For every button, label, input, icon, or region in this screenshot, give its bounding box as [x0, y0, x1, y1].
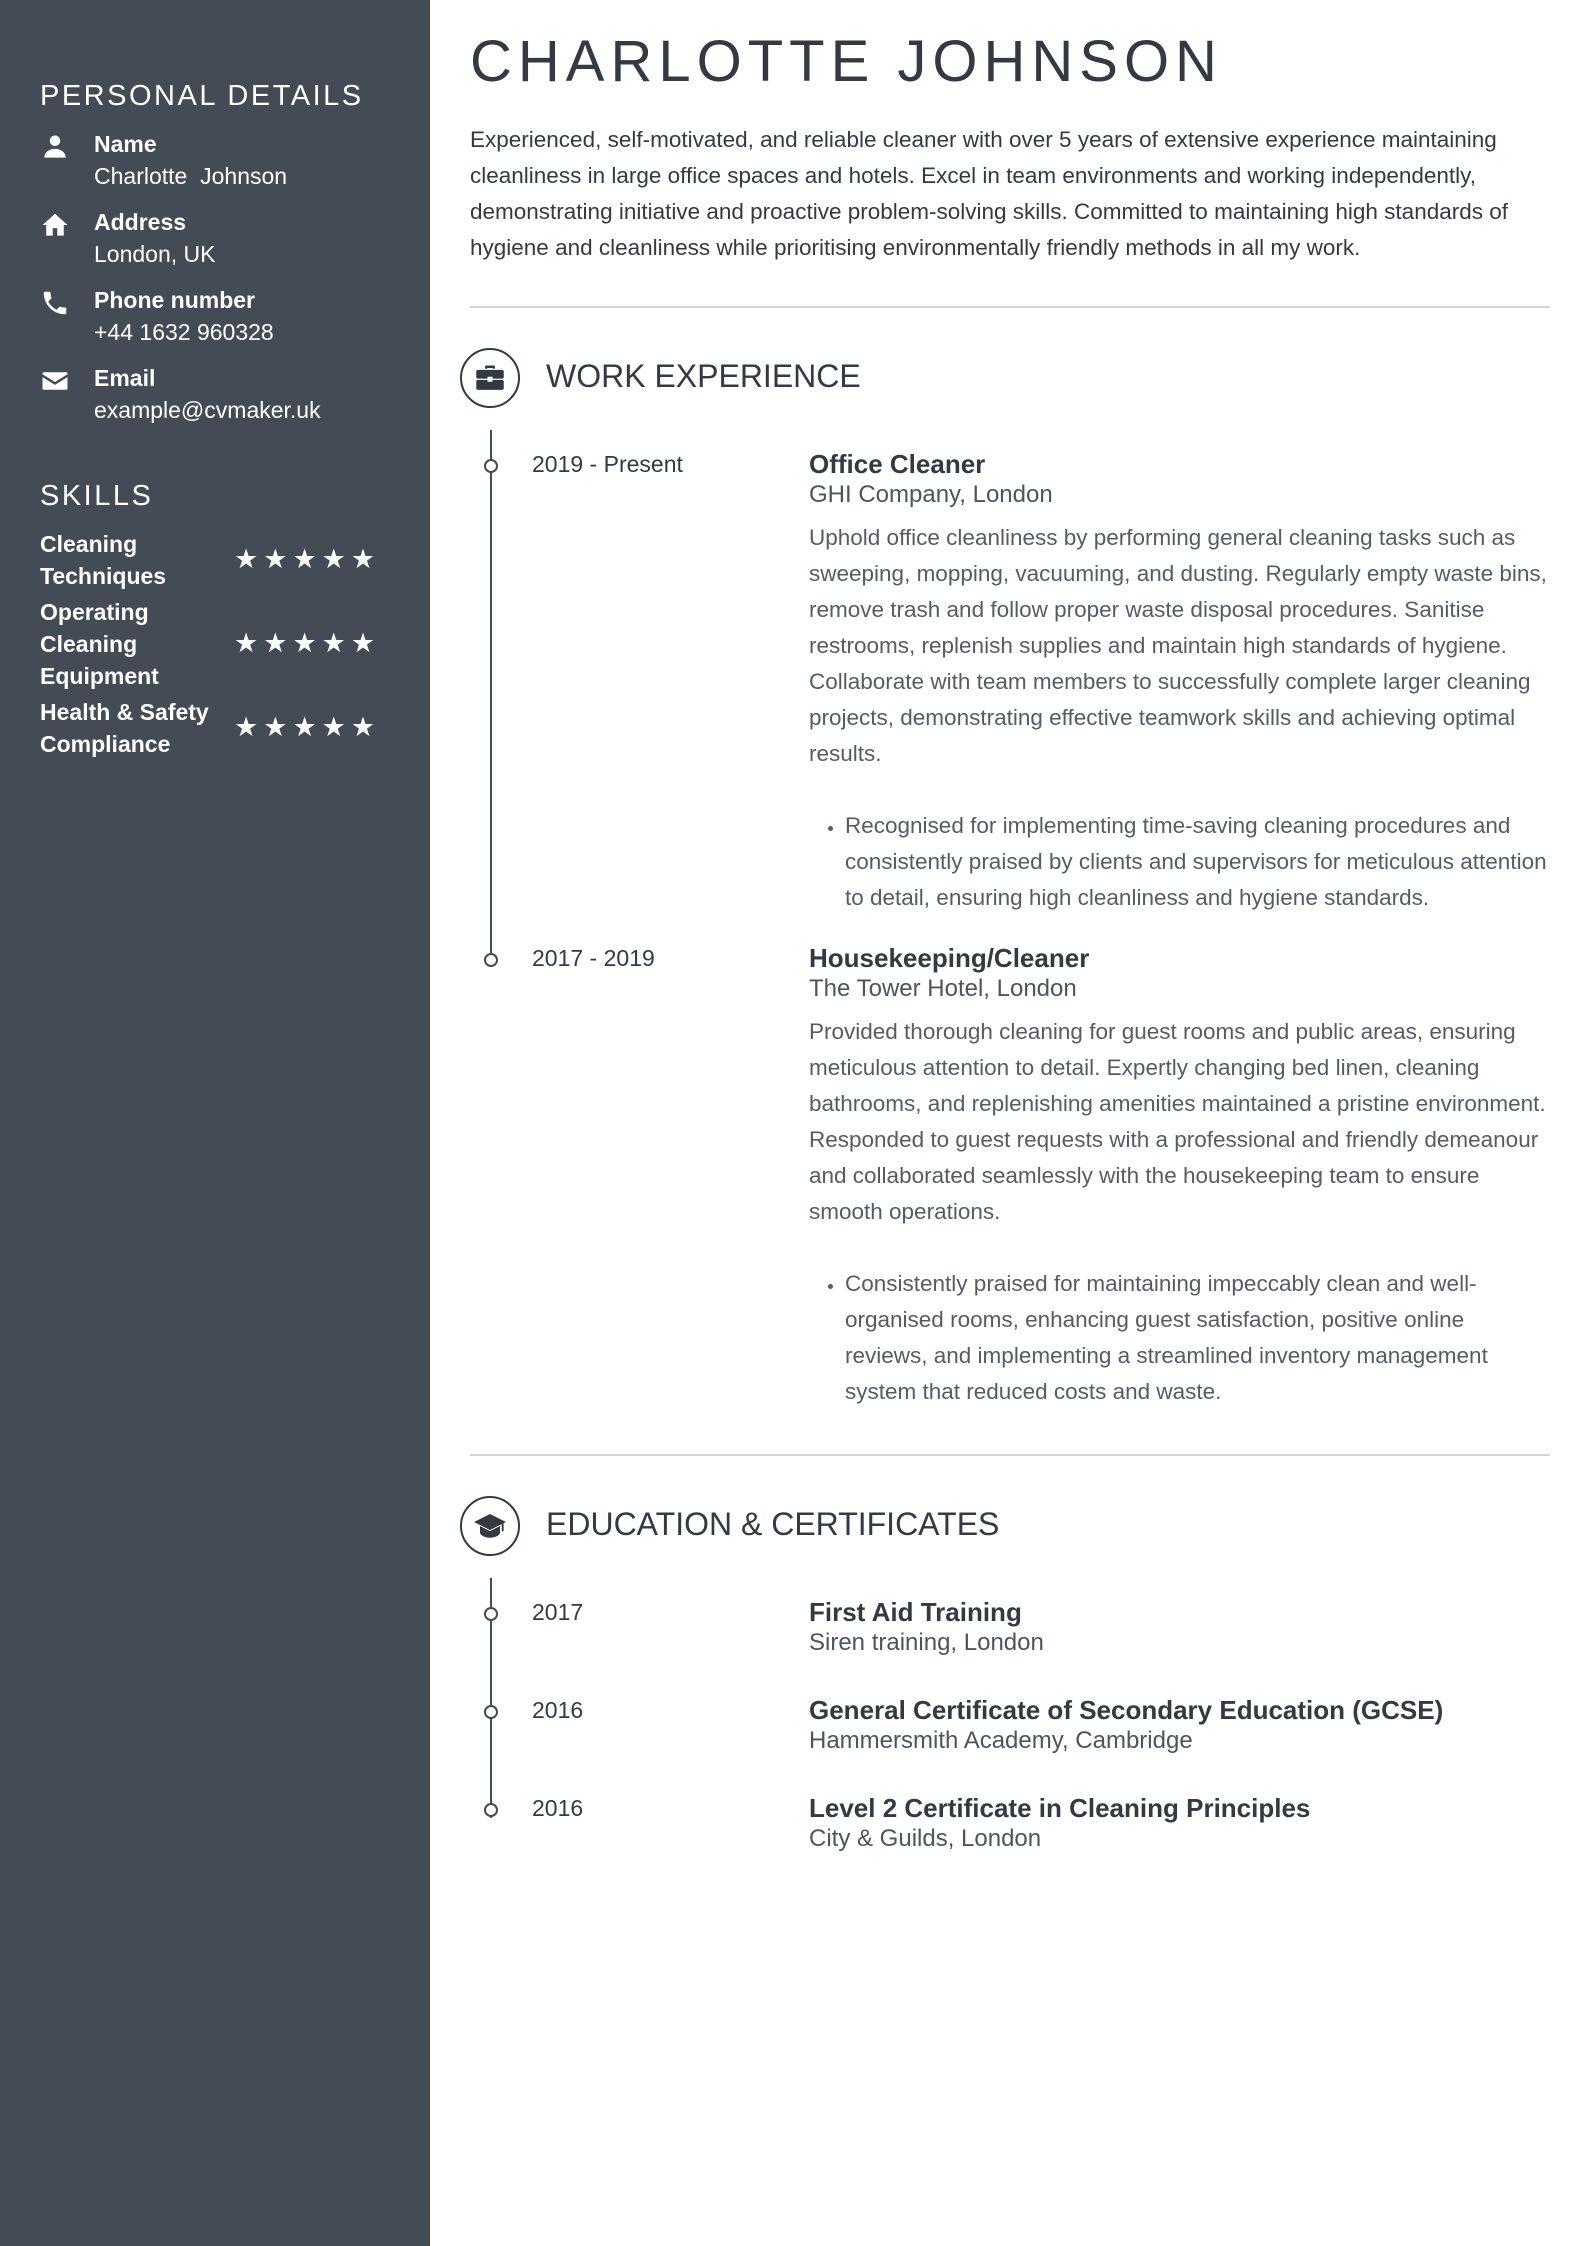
star-icon: ★: [263, 712, 288, 742]
profile-summary: Experienced, self-motivated, and reliable cleaner with over 5 years of extensive experience maintaining cleanliness in large office spaces and hotels. Excel in team environments and working independently, demonstrating initiative and proactive problem-solving skills. Committed to maintaining high standards of hygiene and cleanliness while prioritising environmentally friendly methods in all my work.: [470, 127, 1509, 260]
full-name: CHARLOTTE JOHNSON: [470, 29, 1223, 94]
skill-item: [40, 596, 400, 692]
education-heading: EDUCATION & CERTIFICATES: [546, 1506, 1000, 1542]
education-institution: City & Guilds, London: [809, 1825, 1042, 1852]
skill-name: Health & Safety Compliance: [40, 699, 209, 757]
skill-name: Cleaning Techniques: [40, 531, 167, 589]
detail-value: Charlotte Johnson: [94, 163, 288, 189]
achievement-item: • Consistently praised for maintaining impeccably clean and well-organised rooms, enhancing guest satisfaction, positive online reviews, and implementing a streamlined inventory management system that reduced costs and waste.: [845, 1266, 1551, 1410]
job-description: Provided thorough cleaning for guest rooms and public areas, ensuring meticulous attention to detail. Expertly changing bed linen, cleaning bathrooms, and replenishing amenities maintained a pristine environment. Responded to guest requests with a professional and friendly demeanour and collaborated seamlessly with the housekeeping team to ensure smooth operations.: [809, 1019, 1546, 1224]
education-institution: Hammersmith Academy, Cambridge: [809, 1727, 1193, 1754]
education-entry: [809, 1792, 1551, 1854]
divider: [470, 306, 1550, 308]
star-icon: ★: [234, 712, 259, 742]
star-icon: ★: [234, 544, 259, 574]
home-icon: [40, 210, 70, 240]
job-company: The Tower Hotel, London: [809, 975, 1077, 1002]
detail-label: Name: [94, 131, 157, 157]
job-title: Housekeeping/Cleaner: [809, 943, 1090, 973]
work-section-badge: [460, 348, 520, 408]
star-icon: ★: [234, 628, 259, 658]
education-entry: [809, 1596, 1551, 1658]
star-icon: ★: [292, 628, 317, 658]
detail-value: example@cvmaker.uk: [94, 397, 321, 423]
job-achievements: [809, 1266, 1551, 1410]
job-title: Office Cleaner: [809, 449, 986, 479]
star-icon: ★: [263, 628, 288, 658]
job-achievements: [809, 808, 1551, 916]
education-title: First Aid Training: [809, 1597, 1022, 1627]
star-icon: ★: [321, 544, 346, 574]
skills-heading: SKILLS: [40, 480, 154, 512]
skill-rating: [234, 712, 375, 742]
divider: [470, 1454, 1550, 1456]
education-date: 2016: [532, 1795, 584, 1821]
skill-name: Operating Cleaning Equipment: [40, 599, 159, 689]
timeline-dot: [484, 1705, 498, 1719]
detail-label: Email: [94, 365, 156, 391]
timeline-dot: [484, 953, 498, 967]
work-date: 2017 - 2019: [532, 945, 655, 971]
star-icon: ★: [263, 544, 288, 574]
star-icon: ★: [292, 544, 317, 574]
star-icon: ★: [350, 712, 376, 742]
job-description: Uphold office cleanliness by performing general cleaning tasks such as sweeping, mopping, vacuuming, and dusting. Regularly empty waste bins, remove trash and follow proper waste disposal procedures. Sanitise restrooms, replenish supplies and maintain high standards of hygiene. Collaborate with team members to successfully complete larger cleaning projects, demonstrating effective teamwork skills and achieving optimal results.: [809, 525, 1547, 766]
personal-details-heading: PERSONAL DETAILS: [40, 80, 364, 112]
timeline-dot: [484, 1803, 498, 1817]
star-icon: ★: [350, 628, 376, 658]
star-icon: ★: [321, 628, 346, 658]
work-timeline: [490, 430, 492, 960]
education-date: 2016: [532, 1697, 584, 1723]
sidebar: [0, 0, 430, 2246]
achievement-item: • Recognised for implementing time-saving cleaning procedures and consistently praised by clients and supervisors for meticulous attention to detail, ensuring high cleanliness and hygiene standards.: [845, 808, 1551, 916]
work-date: 2019 - Present: [532, 451, 683, 477]
work-experience-heading: WORK EXPERIENCE: [546, 358, 861, 394]
work-entry: [809, 942, 1551, 1410]
star-icon: ★: [350, 544, 376, 574]
detail-name: [40, 128, 410, 192]
education-section-badge: [460, 1496, 520, 1556]
graduation-cap-icon: [474, 1512, 506, 1540]
education-entry: [809, 1694, 1551, 1756]
detail-address: [40, 206, 410, 270]
detail-phone: [40, 284, 410, 348]
education-institution: Siren training, London: [809, 1629, 1044, 1656]
main-content: [430, 0, 1588, 2246]
timeline-dot: [484, 459, 498, 473]
skill-item: [40, 696, 400, 760]
education-title: Level 2 Certificate in Cleaning Principles: [809, 1793, 1311, 1823]
detail-email: [40, 362, 410, 426]
education-title: General Certificate of Secondary Education (GCSE): [809, 1695, 1444, 1725]
mail-icon: [40, 366, 70, 396]
skill-item: [40, 528, 400, 592]
work-entry: [809, 448, 1551, 916]
detail-value: London, UK: [94, 241, 216, 267]
skill-rating: [234, 628, 375, 658]
person-icon: [40, 132, 70, 162]
briefcase-icon: [475, 364, 505, 392]
detail-value: +44 1632 960328: [94, 319, 274, 345]
star-icon: ★: [292, 712, 317, 742]
timeline-dot: [484, 1607, 498, 1621]
skill-rating: [234, 544, 375, 574]
detail-label: Address: [94, 209, 187, 235]
detail-label: Phone number: [94, 287, 256, 313]
job-company: GHI Company, London: [809, 481, 1053, 508]
phone-icon: [40, 288, 70, 318]
star-icon: ★: [321, 712, 346, 742]
education-date: 2017: [532, 1599, 584, 1625]
